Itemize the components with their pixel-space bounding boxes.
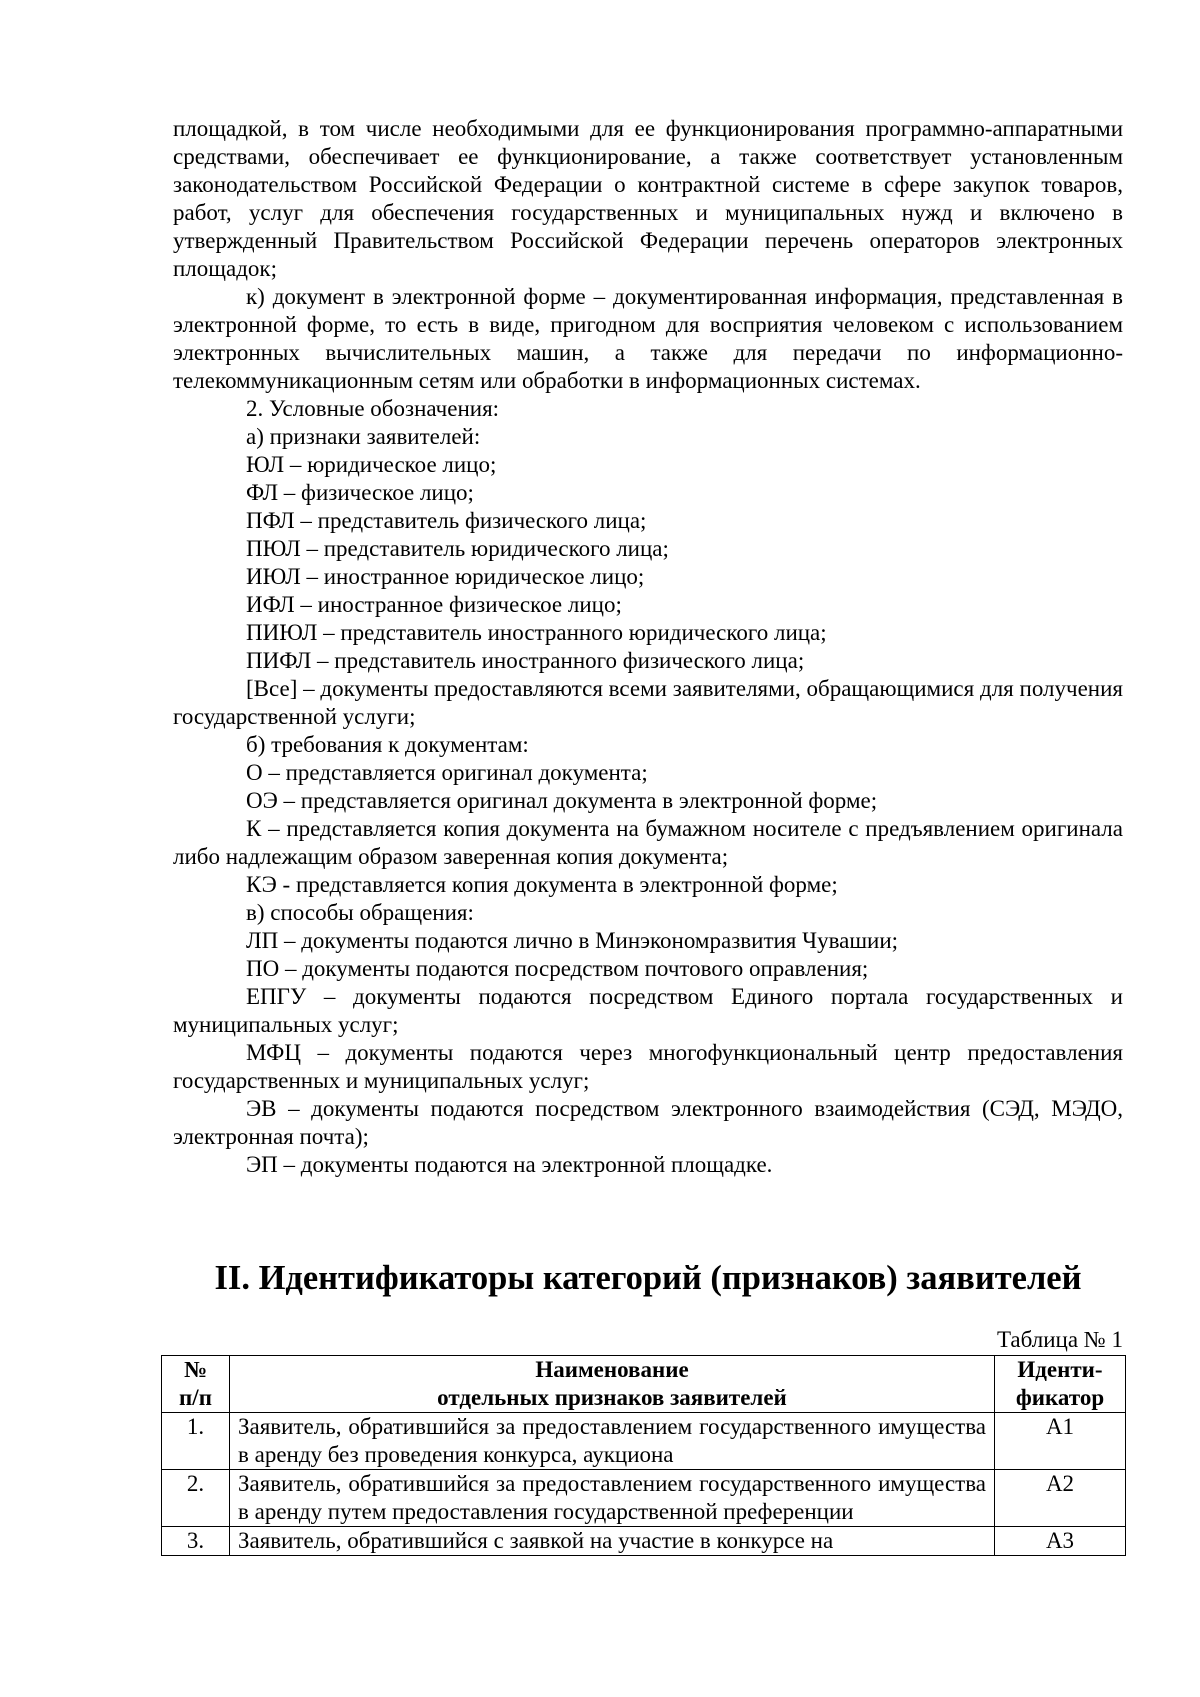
paragraph: ЭВ – документы подаются посредством электронного взаимодействия (СЭД, МЭДО, электронная почта);	[173, 1096, 1123, 1149]
paragraph: ИФЛ – иностранное физическое лицо;	[246, 592, 622, 617]
header-number	[162, 1356, 230, 1413]
paragraph: ПО – документы подаются посредством почтового оправления;	[246, 956, 869, 981]
header-name	[230, 1356, 995, 1413]
paragraph: а) признаки заявителей:	[246, 424, 481, 449]
paragraph: ЕПГУ – документы подаются посредством Единого портала государственных и муниципальных услуг;	[173, 984, 1123, 1037]
header-number-line1: №	[183, 1357, 208, 1382]
table-row	[162, 1470, 1126, 1527]
row-number: 2.	[162, 1470, 230, 1527]
paragraph: К – представляется копия документа на бумажном носителе с предъявлением оригинала либо надлежащим образом заверенная копия документа;	[173, 816, 1123, 869]
header-name-line2: отдельных признаков заявителей	[437, 1385, 787, 1410]
section-title: II. Идентификаторы категорий (признаков) заявителей	[214, 1259, 1082, 1297]
row-identifier: А2	[995, 1470, 1126, 1527]
paragraph: ОЭ – представляется оригинал документа в электронной форме;	[246, 788, 878, 813]
row-name: Заявитель, обратившийся за предоставлением государственного имущества в аренду без проведения конкурса, аукциона	[230, 1413, 995, 1470]
table-header-row	[162, 1356, 1126, 1413]
paragraph: в) способы обращения:	[246, 900, 474, 925]
header-identifier-line1: Иденти-	[1017, 1357, 1103, 1382]
row-name: Заявитель, обратившийся с заявкой на участие в конкурсе на	[230, 1527, 995, 1556]
paragraph: ПЮЛ – представитель юридического лица;	[246, 536, 669, 561]
row-number: 3.	[162, 1527, 230, 1556]
paragraph: ИЮЛ – иностранное юридическое лицо;	[246, 564, 645, 589]
paragraph: ЛП – документы подаются лично в Минэкономразвития Чувашии;	[246, 928, 899, 953]
paragraph: ПИЮЛ – представитель иностранного юридического лица;	[246, 620, 827, 645]
row-identifier: А3	[995, 1527, 1126, 1556]
body-text	[173, 115, 1123, 1179]
paragraph: ПФЛ – представитель физического лица;	[246, 508, 647, 533]
paragraph: ЭП – документы подаются на электронной площадке.	[246, 1152, 773, 1177]
paragraph: ПИФЛ – представитель иностранного физического лица;	[246, 648, 805, 673]
row-identifier: А1	[995, 1413, 1126, 1470]
header-identifier	[995, 1356, 1126, 1413]
paragraph: ЮЛ – юридическое лицо;	[246, 452, 497, 477]
paragraph: б) требования к документам:	[246, 732, 529, 757]
header-number-line2: п/п	[179, 1385, 212, 1410]
paragraph: 2. Условные обозначения:	[246, 396, 500, 421]
paragraph: ФЛ – физическое лицо;	[246, 480, 474, 505]
row-number: 1.	[162, 1413, 230, 1470]
paragraph: МФЦ – документы подаются через многофункциональный центр предоставления государственных и муниципальных услуг;	[173, 1040, 1123, 1093]
paragraph: [Все] – документы предоставляются всеми заявителями, обращающимися для получения государственной услуги;	[173, 676, 1123, 729]
table-row	[162, 1527, 1126, 1556]
paragraph: площадкой, в том числе необходимыми для ее функционирования программно-аппаратными средствами, обеспечивает ее функционирование, а также соответствует установленным законодательством Российской Федерации о контрактной системе в сфере закупок товаров, работ, услуг для обеспечения государственных и муниципальных нужд и включено в утвержденный Правительством Российской Федерации перечень операторов электронных площадок;	[173, 116, 1123, 281]
table-row	[162, 1413, 1126, 1470]
paragraph: КЭ - представляется копия документа в электронной форме;	[246, 872, 838, 897]
row-name: Заявитель, обратившийся за предоставлением государственного имущества в аренду путем предоставления государственной преференции	[230, 1470, 995, 1527]
applicant-identifiers-table	[161, 1355, 1126, 1556]
header-identifier-line2: фикатор	[1015, 1385, 1105, 1410]
paragraph: к) документ в электронной форме – документированная информация, представленная в электронной форме, то есть в виде, пригодном для восприятия человеком с использованием электронных вычислительных машин, а также для передачи по информационно-телекоммуникационным сетям или обработки в информационных системах.	[173, 284, 1123, 393]
paragraph: О – представляется оригинал документа;	[246, 760, 648, 785]
table-caption: Таблица № 1	[996, 1327, 1123, 1352]
header-name-line1: Наименование	[535, 1357, 689, 1382]
